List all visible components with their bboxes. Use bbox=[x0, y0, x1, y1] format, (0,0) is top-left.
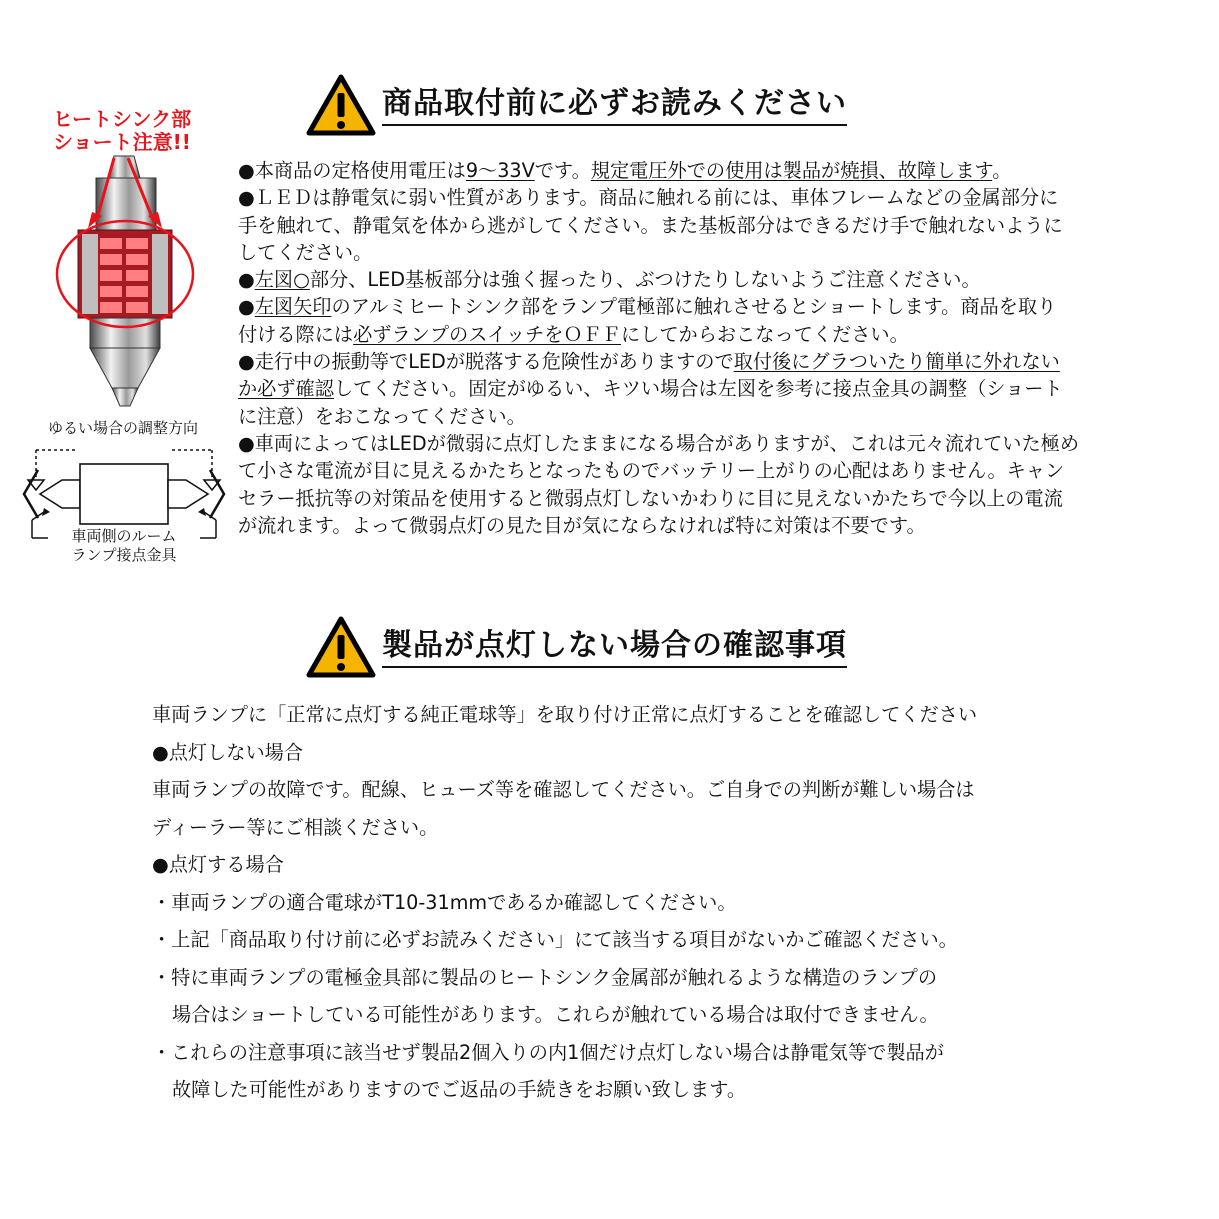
notice-line bbox=[238, 485, 1079, 512]
adjust-direction-label: ゆるい場合の調整方向 bbox=[47, 419, 198, 437]
heatsink-warning-line-1: ヒートシンク部 bbox=[52, 107, 192, 131]
emphasis-text: 左図○ bbox=[254, 268, 310, 292]
notice-text: 付ける際には bbox=[238, 322, 354, 346]
contact-fitting-label-line-1: 車両側のルーム bbox=[71, 527, 177, 545]
notice-text: ● bbox=[238, 295, 255, 319]
notice-text: が流れます。よって微弱点灯の見た目が気にならなければ特に対策は不要です。 bbox=[238, 513, 926, 537]
section2-checklist bbox=[152, 696, 977, 1109]
section2-heading bbox=[306, 616, 847, 678]
notice-text: してください。 bbox=[238, 240, 373, 264]
notice-text: ●車両によってはLEDが微弱に点灯したままになる場合がありますが、これは元々流れていた極め bbox=[238, 431, 1080, 455]
checklist-line: ●点灯しない場合 bbox=[152, 740, 304, 764]
emphasis-text: 取付後にグラついたり簡単に外れない bbox=[733, 350, 1060, 374]
heatsink-warning-label bbox=[30, 108, 214, 154]
warning-icon bbox=[306, 74, 376, 136]
warning-icon bbox=[306, 616, 376, 678]
notice-text: してください。固定がゆるい、キツい場合は左図を参考に接点金具の調整（ショート bbox=[333, 377, 1063, 401]
checklist-line: ・上記「商品取り付け前に必ずお読みください」にて該当する項目がないかご確認ください。 bbox=[152, 928, 958, 951]
notice-line bbox=[238, 512, 1079, 539]
led-pcb bbox=[78, 230, 172, 318]
heatsink-warning-line-2: ショート注意!! bbox=[53, 130, 191, 154]
notice-text: のアルミヒートシンク部をランプ電極部に触れさせるとショートします。商品を取り bbox=[331, 295, 1057, 319]
notice-text: て小さな電流が目に見えるかたちとなったものでバッテリー上がりの心配はありません。キャン bbox=[238, 459, 1065, 483]
led-bulb-illustration bbox=[30, 150, 220, 415]
bulb-bottom-cap bbox=[90, 318, 160, 406]
notice-line bbox=[238, 348, 1079, 375]
emphasis-text: 必ずランプのスイッチをＯＦＦ bbox=[353, 322, 621, 346]
checklist-line: 場合はショートしている可能性があります。これらが触れている場合は取付できません。 bbox=[172, 1003, 939, 1026]
emphasis-text: 規定電圧外での使用は製品が焼損、故障します bbox=[590, 159, 993, 182]
section1-title: 商品取付前に必ずお読みください bbox=[382, 85, 847, 126]
notice-text: に注意）をおこなってください。 bbox=[238, 404, 526, 428]
notice-line bbox=[238, 239, 1079, 266]
notice-line bbox=[238, 375, 1079, 402]
bulb-outline bbox=[40, 464, 208, 524]
notice-line bbox=[238, 403, 1079, 430]
notice-text: 手を触れて、静電気を体から逃がしてください。また基板部分はできるだけ手で触れないように bbox=[238, 213, 1063, 237]
notice-text: にしてからおこなってください。 bbox=[620, 322, 909, 346]
checklist-line: 車両ランプに「正常に点灯する純正電球等」を取り付け正常に点灯することを確認してください bbox=[152, 703, 978, 726]
notice-text: 。 bbox=[992, 159, 1012, 182]
emphasis-text: 9～33V bbox=[465, 159, 535, 182]
notice-text: ●ＬＥＤは静電気に弱い性質があります。商品に触れる前には、車体フレームなどの金属部分に bbox=[238, 186, 1059, 210]
section1-notes bbox=[238, 157, 1079, 539]
notice-text: 部分、LED基板部分は強く握ったり、ぶつけたりしないようご注意ください。 bbox=[309, 268, 981, 292]
notice-line bbox=[238, 321, 1079, 348]
checklist-line: ●点灯する場合 bbox=[152, 853, 284, 876]
emphasis-text: 左図矢印 bbox=[254, 295, 332, 319]
notice-line bbox=[238, 457, 1079, 484]
checklist-line: ・これらの注意事項に該当せず製品2個入りの内1個だけ点灯しない場合は静電気等で製品が bbox=[152, 1040, 944, 1064]
section1-heading bbox=[306, 74, 847, 136]
notice-text: ●走行中の振動等でLEDが脱落する危険性がありますので bbox=[238, 350, 734, 374]
notice-line bbox=[238, 293, 1079, 320]
checklist-line: ・車両ランプの適合電球がT10-31mmであるか確認してください。 bbox=[152, 890, 737, 914]
notice-line bbox=[238, 157, 1079, 184]
checklist-line: ディーラー等にご相談ください。 bbox=[152, 815, 439, 839]
emphasis-text: か必ず確認 bbox=[238, 377, 334, 401]
contact-fitting-label bbox=[40, 527, 208, 565]
notice-text: セラー抵抗等の対策品を使用すると微弱点灯しないかわりに目に見えないかたちで今以上の電流 bbox=[238, 486, 1063, 510]
notice-line bbox=[238, 184, 1079, 211]
section2-title: 製品が点灯しない場合の確認事項 bbox=[382, 627, 847, 668]
notice-text: ● bbox=[238, 268, 255, 292]
notice-text: ●本商品の定格使用電圧は bbox=[238, 159, 466, 182]
checklist-line: 故障した可能性がありますのでご返品の手続きをお願い致します。 bbox=[172, 1078, 747, 1101]
checklist-line: 車両ランプの故障です。配線、ヒューズ等を確認してください。ご自身での判断が難しい場合は bbox=[152, 778, 975, 801]
checklist-line: ・特に車両ランプの電極金具部に製品のヒートシンク金属部が触れるような構造のランプの bbox=[152, 965, 938, 989]
contact-fitting-label-line-2: ランプ接点金具 bbox=[71, 546, 177, 564]
notice-line bbox=[238, 266, 1079, 293]
notice-line bbox=[238, 430, 1079, 457]
notice-text: です。 bbox=[534, 159, 591, 182]
notice-line bbox=[238, 212, 1079, 239]
